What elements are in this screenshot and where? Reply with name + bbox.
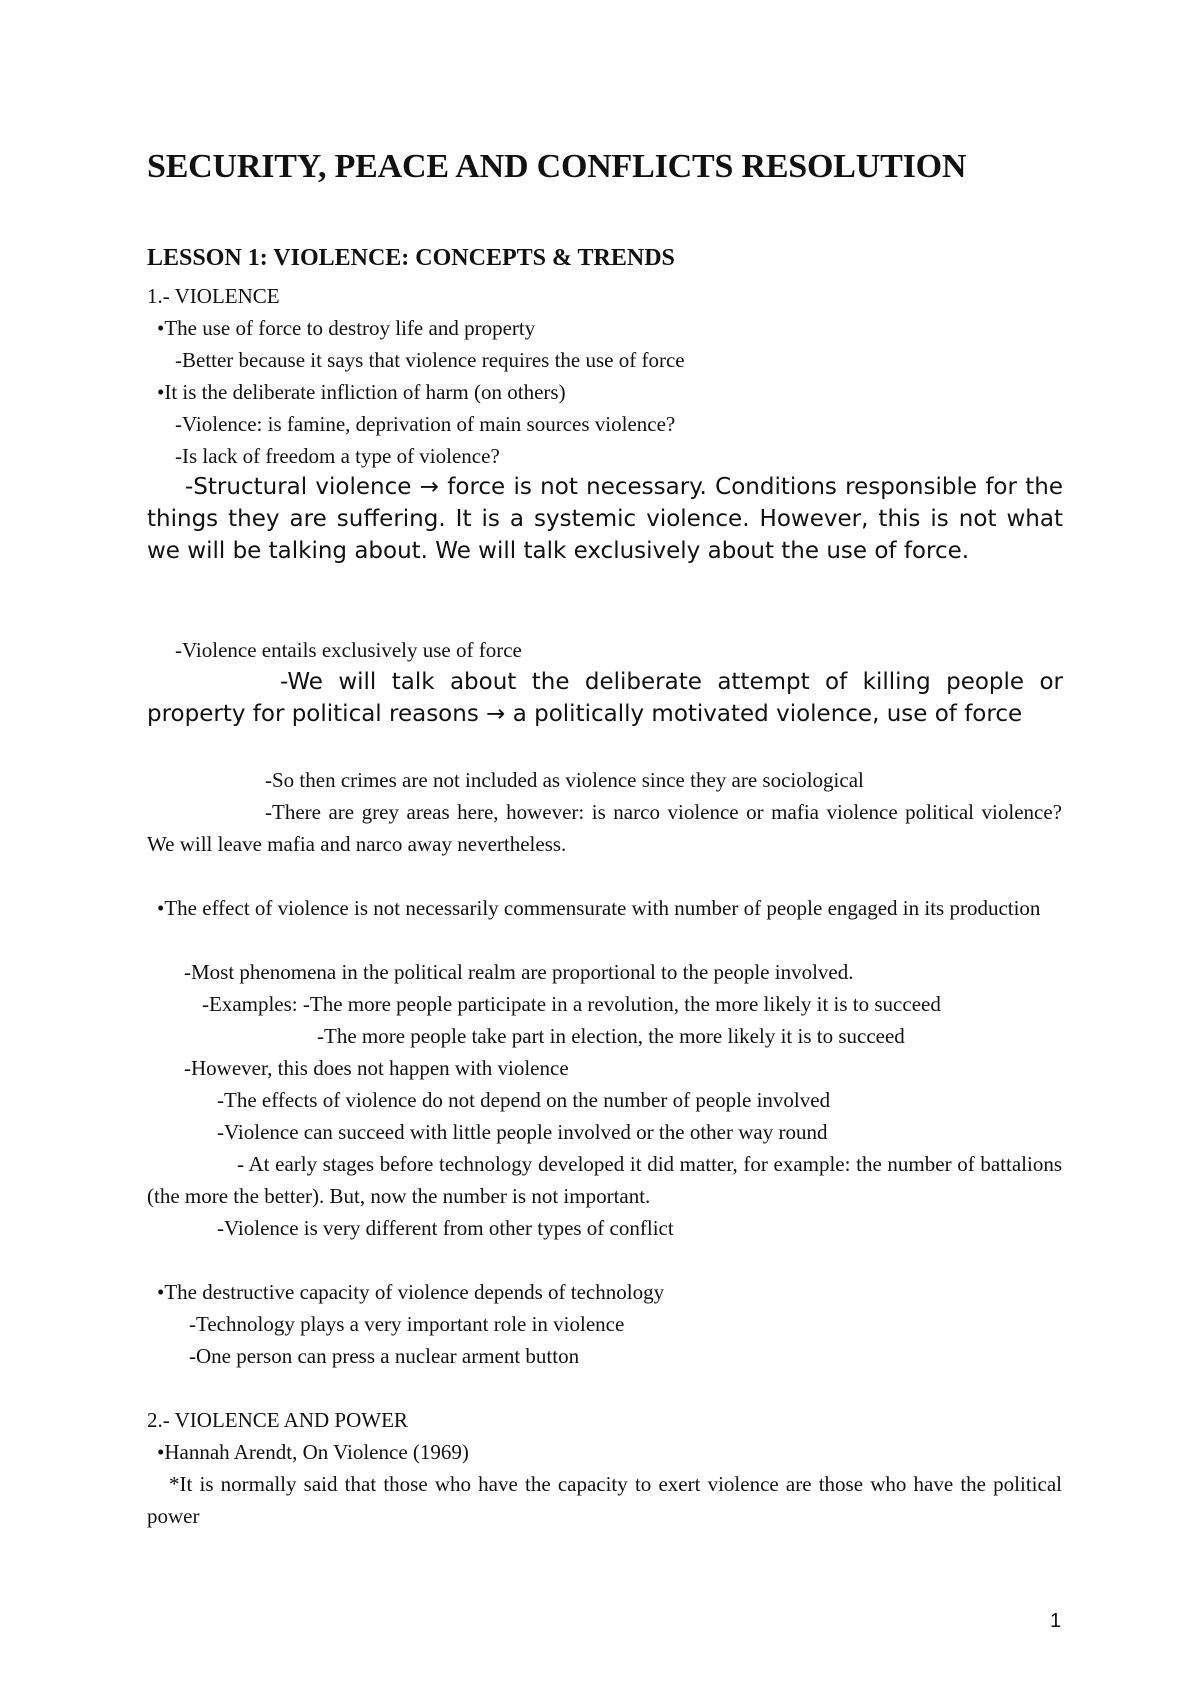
sub-line: -Violence is very different from other types of conflict bbox=[217, 1216, 674, 1240]
political-violence-paragraph: -We will talk about the deliberate attempt of killing people or property for political reasons → a politically motivated violence, use of force bbox=[147, 669, 1063, 727]
sub-line: -Violence can succeed with little people involved or the other way round bbox=[217, 1120, 828, 1144]
grey-areas-paragraph: -There are grey areas here, however: is narco violence or mafia violence political violence? We will leave mafia and narco away nevertheless. bbox=[147, 800, 1062, 856]
section-2-heading: 2.- VIOLENCE AND POWER bbox=[147, 1408, 408, 1432]
document-title: SECURITY, PEACE AND CONFLICTS RESOLUTION bbox=[147, 148, 967, 185]
page-number: 1 bbox=[1050, 1610, 1062, 1632]
power-paragraph: *It is normally said that those who have the capacity to exert violence are those who have the political power bbox=[147, 1472, 1062, 1528]
sub-line: -One person can press a nuclear arment button bbox=[189, 1344, 580, 1368]
sub-line: -The effects of violence do not depend on the number of people involved bbox=[217, 1088, 831, 1112]
structural-violence-paragraph: -Structural violence → force is not necessary. Conditions responsible for the things they are suffering. It is a systemic violence. However, this is not what we will be talking about. We will talk exclusively about the use of force. bbox=[147, 474, 1063, 564]
bullet-line: •The destructive capacity of violence depends of technology bbox=[157, 1280, 665, 1304]
sub-line: -The more people take part in election, the more likely it is to succeed bbox=[317, 1024, 905, 1048]
early-stages-paragraph: - At early stages before technology developed it did matter, for example: the number of battalions (the more the better). But, now the number is not important. bbox=[147, 1152, 1062, 1208]
sub-line: -Is lack of freedom a type of violence? bbox=[175, 444, 500, 468]
section-1-heading: 1.- VIOLENCE bbox=[147, 284, 280, 308]
sub-line: -Technology plays a very important role in violence bbox=[189, 1312, 625, 1336]
sub-line: -However, this does not happen with violence bbox=[184, 1056, 569, 1080]
sub-line: -Violence: is famine, deprivation of main sources violence? bbox=[175, 412, 676, 436]
lesson-heading: LESSON 1: VIOLENCE: CONCEPTS & TRENDS bbox=[147, 245, 675, 271]
sub-line: -Examples: -The more people participate in a revolution, the more likely it is to succeed bbox=[202, 992, 941, 1016]
sub-line: -Better because it says that violence requires the use of force bbox=[175, 348, 685, 372]
sub-line: -Violence entails exclusively use of force bbox=[175, 638, 522, 662]
bullet-line: •It is the deliberate infliction of harm (on others) bbox=[157, 380, 566, 404]
bullet-line: •The use of force to destroy life and property bbox=[157, 316, 536, 340]
sub-line: -Most phenomena in the political realm are proportional to the people involved. bbox=[184, 960, 854, 984]
bullet-line: •Hannah Arendt, On Violence (1969) bbox=[157, 1440, 469, 1464]
sub-line: -So then crimes are not included as violence since they are sociological bbox=[265, 768, 864, 792]
effect-paragraph: •The effect of violence is not necessarily commensurate with number of people engaged in its production bbox=[157, 896, 1041, 920]
